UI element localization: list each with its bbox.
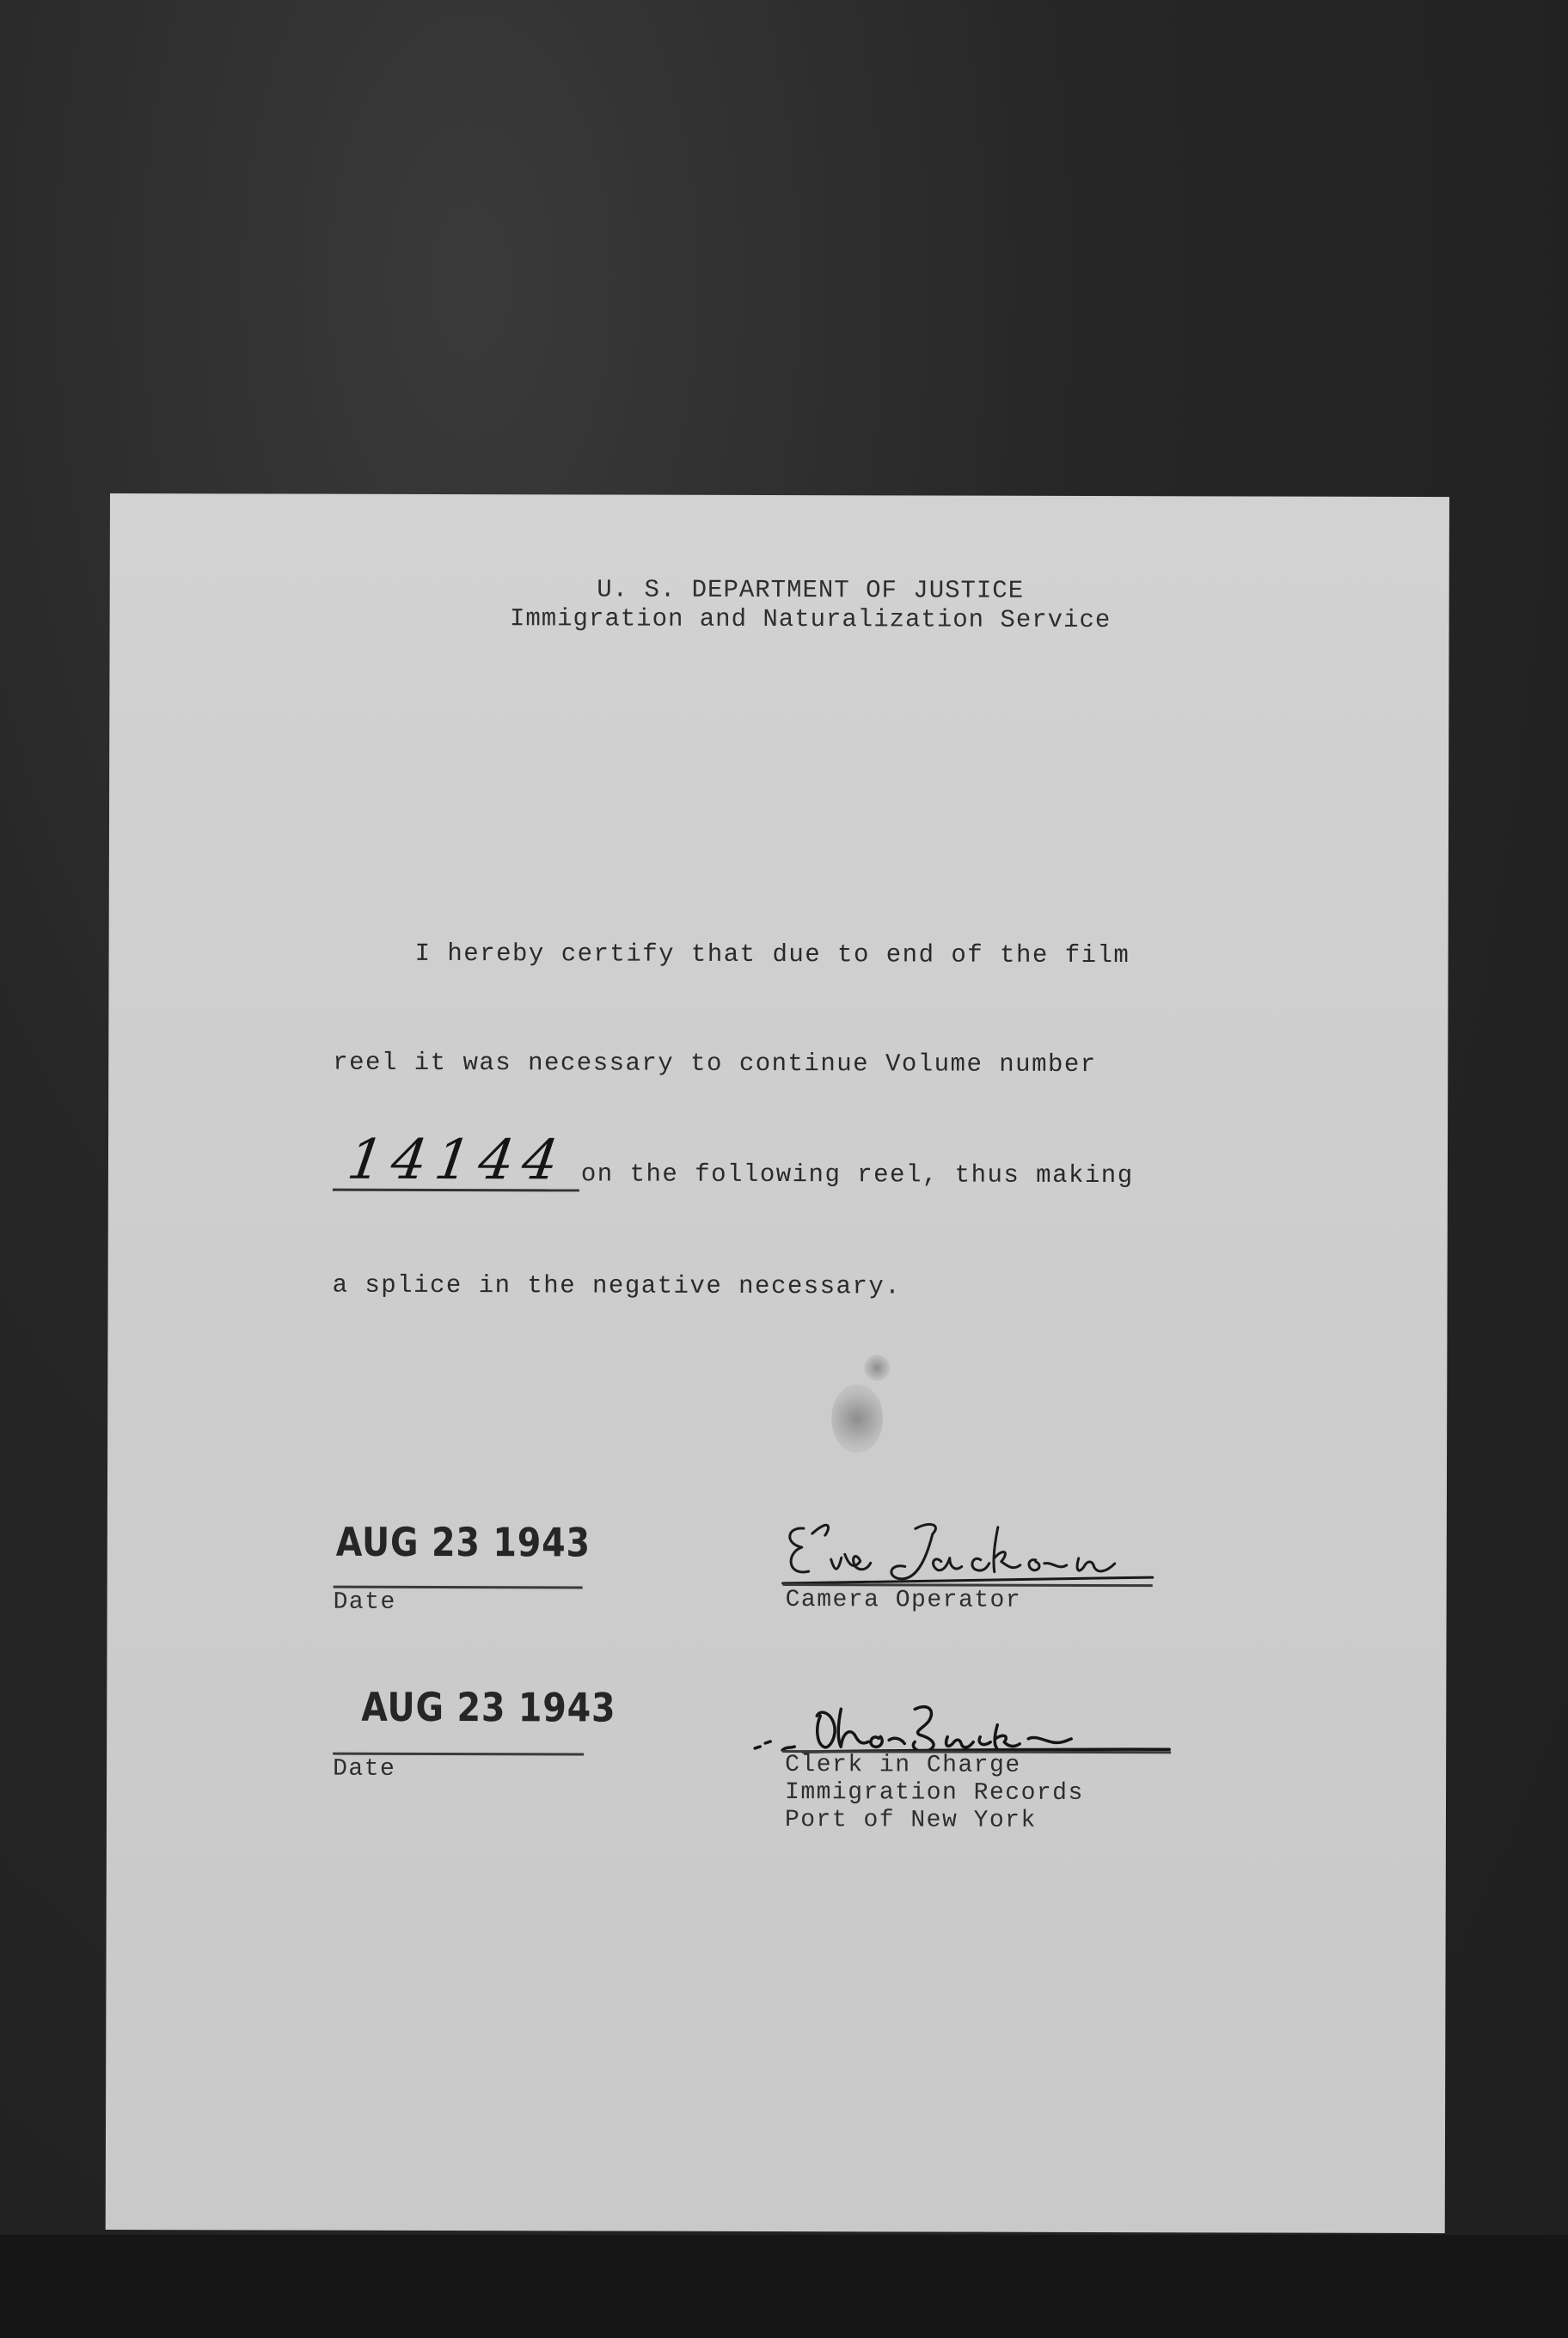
service-heading: Immigration and Naturalization Service <box>509 604 1112 635</box>
volume-number-handwritten: 14144 <box>343 1128 571 1193</box>
volume-number-field <box>333 1128 579 1193</box>
ink-stain <box>831 1384 883 1453</box>
ink-stain <box>864 1355 890 1380</box>
clerk-title-line-1: Clerk in Charge <box>785 1752 1021 1779</box>
certification-line-4: a splice in the negative necessary. <box>332 1270 902 1301</box>
date-stamp: AUG 23 1943 <box>361 1683 616 1731</box>
camera-operator-label: Camera Operator <box>785 1587 1022 1614</box>
certification-line-3: on the following reel, thus making <box>580 1160 1134 1190</box>
date-label: Date <box>333 1755 396 1783</box>
date-label: Date <box>333 1588 396 1616</box>
certificate-page <box>106 493 1449 2233</box>
department-heading: U. S. DEPARTMENT OF JUSTICE <box>597 575 1025 605</box>
certification-line-1: I hereby certify that due to end of the film <box>414 939 1130 970</box>
film-edge <box>0 2235 1568 2338</box>
clerk-title-block <box>785 1752 1084 1835</box>
clerk-title-line-2: Immigration Records <box>785 1779 1084 1807</box>
clerk-title-line-3: Port of New York <box>784 1807 1037 1834</box>
date-stamp: AUG 23 1943 <box>335 1518 591 1566</box>
certification-line-2: reel it was necessary to continue Volume number <box>333 1048 1097 1080</box>
